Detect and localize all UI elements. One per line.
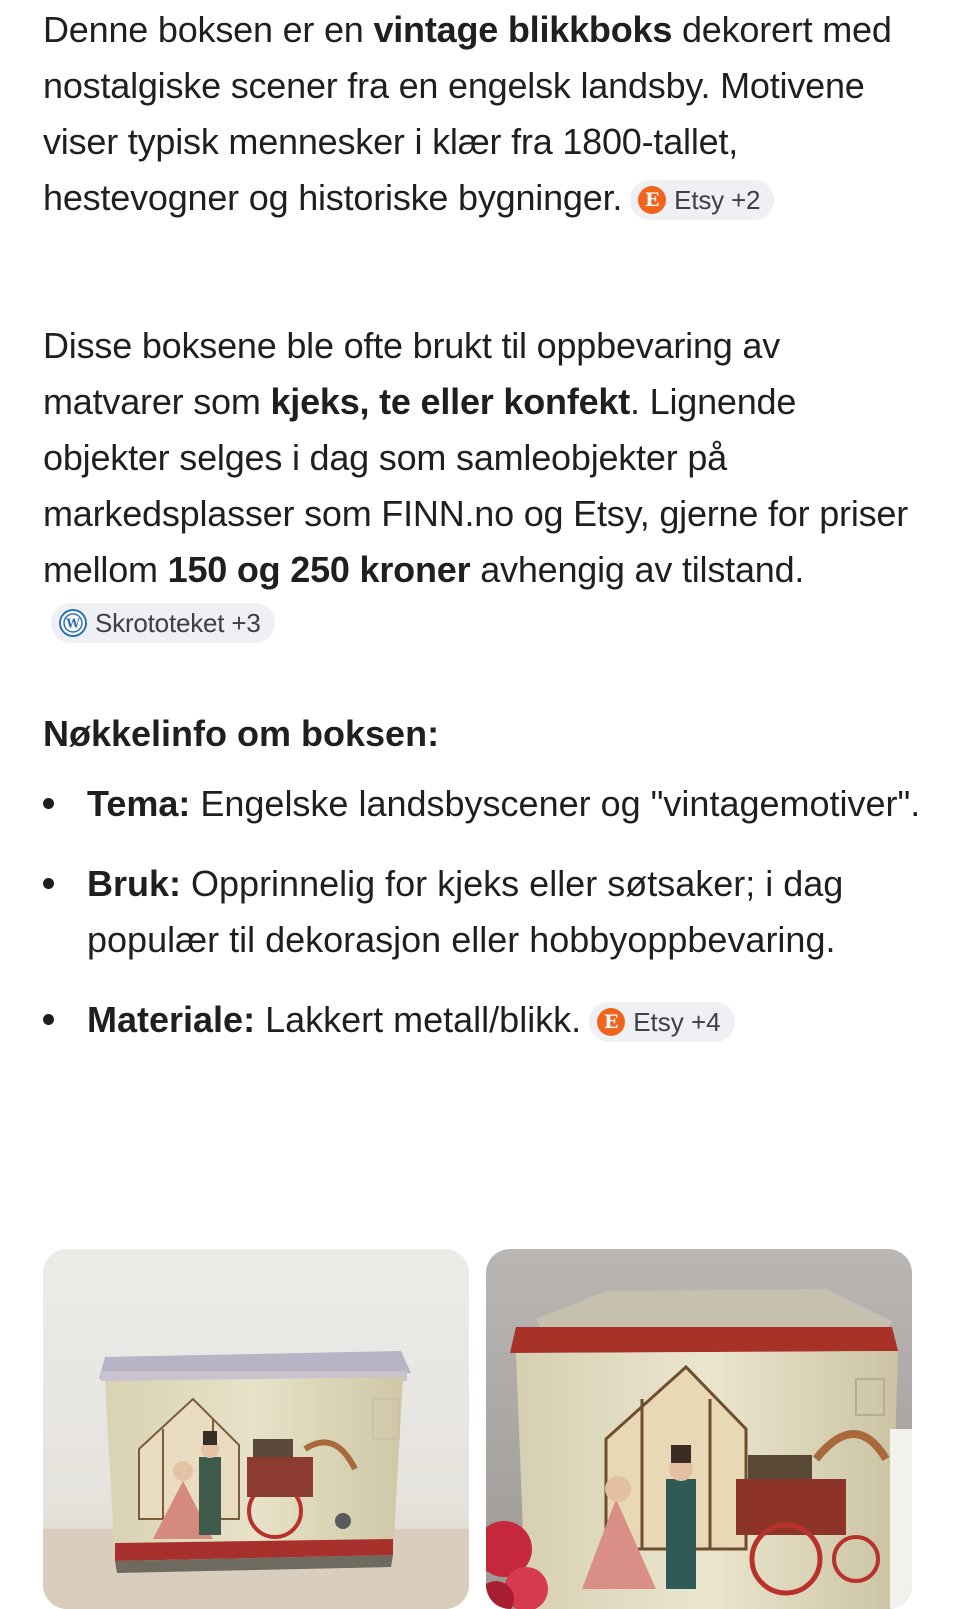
- text-span: . Lignende objekter selges i dag som samleobjekter på markedsplasser som FINN.no og Etsy, gjerne for priser mellom: [43, 381, 909, 590]
- list-item-materiale: [43, 992, 923, 1048]
- image-thumbnail[interactable]: [486, 1249, 912, 1609]
- paragraph-description: [43, 2, 923, 226]
- list-item-bruk: [43, 856, 923, 968]
- source-chip-label: Skrototeket +3: [95, 608, 261, 638]
- bullet-icon: [43, 1014, 54, 1025]
- image-thumbnail[interactable]: [43, 1249, 469, 1609]
- paragraph-usage: [43, 318, 923, 654]
- bold-span: 150 og 250 kroner: [167, 549, 471, 590]
- list-item-text: Engelske landsbyscener og "vintagemotiver".: [190, 783, 921, 824]
- key-info-list: [43, 776, 923, 1072]
- etsy-icon: E: [638, 186, 666, 214]
- source-chip-label: Etsy +4: [633, 1007, 721, 1037]
- text-span: Disse boksene ble ofte brukt til oppbevaring av matvarer som: [43, 325, 781, 422]
- list-item-label: Tema:: [87, 783, 191, 824]
- list-item-label: Materiale:: [87, 999, 256, 1040]
- bullet-icon: [43, 798, 54, 809]
- etsy-icon: E: [597, 1008, 625, 1036]
- list-item-text: Opprinnelig for kjeks eller søtsaker; i dag populær til dekorasjon eller hobbyoppbevaring.: [87, 863, 844, 960]
- source-chip-label: Etsy +2: [674, 185, 761, 215]
- text-span: dekorert med nostalgiske scener fra en engelsk landsby. Motivene viser typisk mennesker i klær fra 1800-tallet, hestevogner og historiske bygninger.: [43, 9, 892, 218]
- section-heading: Nøkkelinfo om boksen:: [43, 713, 440, 754]
- list-item-tema: [43, 776, 923, 832]
- text-span: avhengig av tilstand.: [470, 549, 805, 590]
- text-span: Denne boksen er en: [43, 9, 374, 50]
- tin-box-photo: [43, 1249, 469, 1609]
- source-chip-etsy[interactable]: [630, 180, 774, 220]
- bold-span: kjeks, te eller konfekt: [270, 381, 631, 422]
- list-item-label: Bruk:: [87, 863, 182, 904]
- image-gallery: [43, 1249, 911, 1600]
- source-chip-skrototeket[interactable]: [51, 603, 275, 643]
- bold-span: vintage blikkboks: [373, 9, 673, 50]
- source-chip-etsy[interactable]: [589, 1002, 734, 1042]
- list-item-text: Lakkert metall/blikk.: [255, 999, 582, 1040]
- svg-text:W: W: [66, 616, 80, 631]
- bullet-icon: [43, 878, 54, 889]
- wordpress-icon: [59, 609, 87, 637]
- tin-box-photo: [486, 1249, 912, 1609]
